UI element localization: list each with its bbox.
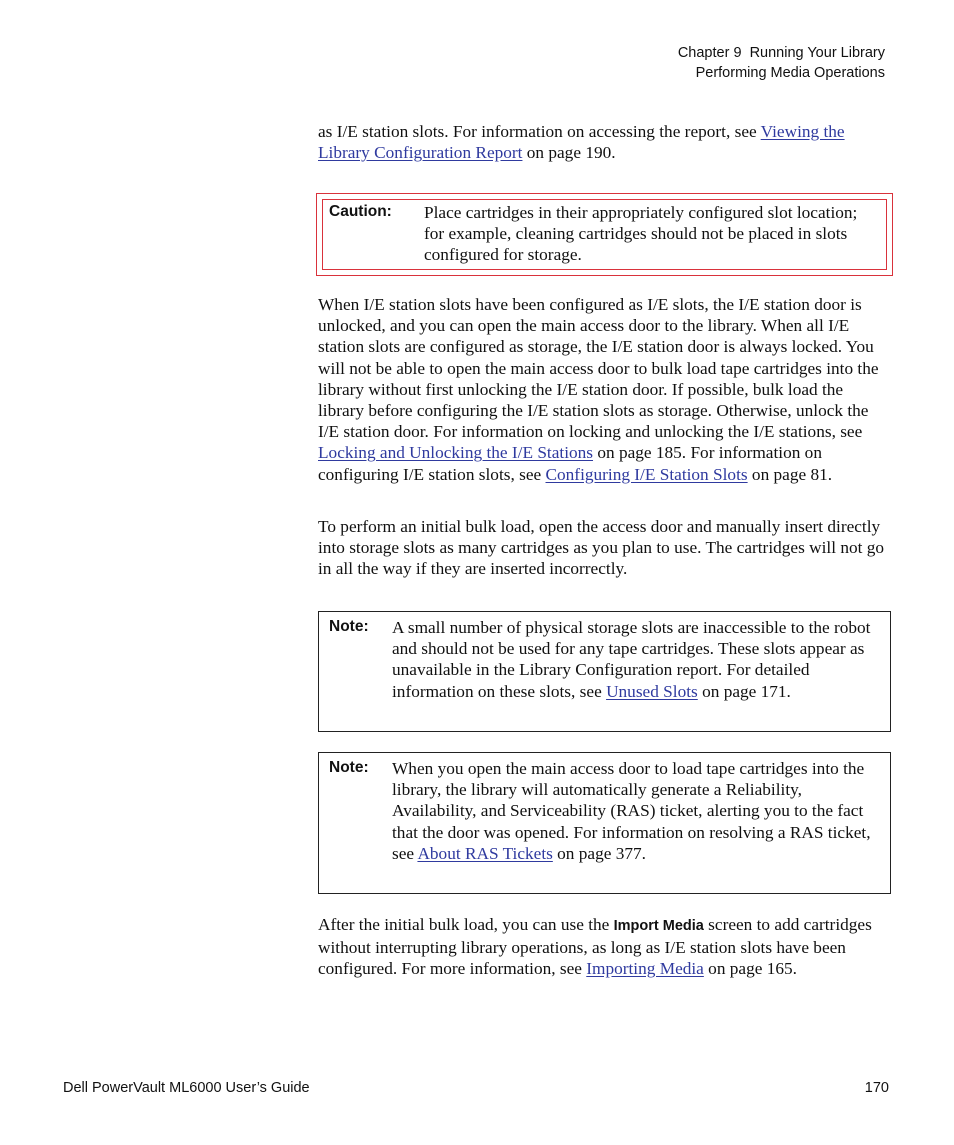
paragraph-import-media xyxy=(318,914,890,980)
paragraph-text: When I/E station slots have been configured as I/E slots, the I/E station door is unlocked, and you can open the main access door to the library. When all I/E station slots are configured as storage, the I/E station door is always locked. You will not be able to open the main access door to bulk load tape cartridges into the library without first unlocking the I/E station door. If possible, bulk load the library before configuring the I/E station slots as storage. Otherwise, unlock the I/E station door. For information on locking and unlocking the I/E stations, see xyxy=(318,295,879,442)
note-text-ras-ticket xyxy=(392,758,878,864)
paragraph-report-intro xyxy=(318,121,890,163)
link-about-ras-tickets[interactable]: About RAS Tickets xyxy=(417,843,553,863)
note-text-unused-slots xyxy=(392,617,880,702)
paragraph-text: screen to add cartridges without interrupting library operations, as long as I/E station slots have been configured. For more information, see xyxy=(318,915,872,979)
link-viewing-library-configuration-report[interactable]: Viewing the Library Configuration Report xyxy=(318,122,845,163)
paragraph-text: on page 81. xyxy=(747,464,833,484)
note-text: When you open the main access door to load tape cartridges into the library, the library will automatically generate a Reliability, Availability, and Serviceability (RAS) ticket, alerting you to the fact that the door was opened. For information on resolving a RAS ticket, see xyxy=(392,759,871,863)
footer-document-title: Dell PowerVault ML6000 User’s Guide xyxy=(63,1080,310,1096)
link-configuring-ie-station-slots[interactable]: Configuring I/E Station Slots xyxy=(545,464,748,484)
note-text: A small number of physical storage slots are inaccessible to the robot and should not be used for any tape cartridges. These slots appear as unavailable in the Library Configuration report. For detailed information on these slots, see xyxy=(392,618,871,701)
paragraph-text: on page 165. xyxy=(703,959,797,979)
caution-label: Caution: xyxy=(329,203,392,220)
note-text: on page 171. xyxy=(697,681,791,701)
link-importing-media[interactable]: Importing Media xyxy=(586,959,704,979)
header-section: Performing Media Operations xyxy=(695,65,885,81)
caution-text: Place cartridges in their appropriately configured slot location; for example, cleaning cartridges should not be placed in slots configured for storage. xyxy=(424,203,858,265)
note-text: on page 377. xyxy=(552,843,646,863)
ui-term-import-media: Import Media xyxy=(613,918,704,934)
paragraph-text: as I/E station slots. For information on accessing the report, see xyxy=(318,122,761,141)
paragraph-text: on page 190. xyxy=(522,143,616,163)
paragraph-bulk-load: To perform an initial bulk load, open the access door and manually insert directly into storage slots as many cartridges as you plan to use. The cartridges will not go in all the way if they are inserted incorrectly. xyxy=(318,517,885,579)
paragraph-ie-station-door xyxy=(318,294,892,485)
note-label: Note: xyxy=(329,759,369,776)
paragraph-text: on page 185. For information on configuring I/E station slots, see xyxy=(318,443,822,484)
link-locking-unlocking-ie-stations[interactable]: Locking and Unlocking the I/E Stations xyxy=(318,443,594,463)
footer-page-number: 170 xyxy=(864,1080,889,1096)
link-unused-slots[interactable]: Unused Slots xyxy=(606,681,698,701)
header-chapter: Chapter 9 Running Your Library xyxy=(677,45,885,61)
note-label: Note: xyxy=(329,618,369,635)
running-header xyxy=(678,43,885,83)
paragraph-text: After the initial bulk load, you can use the xyxy=(318,915,614,934)
